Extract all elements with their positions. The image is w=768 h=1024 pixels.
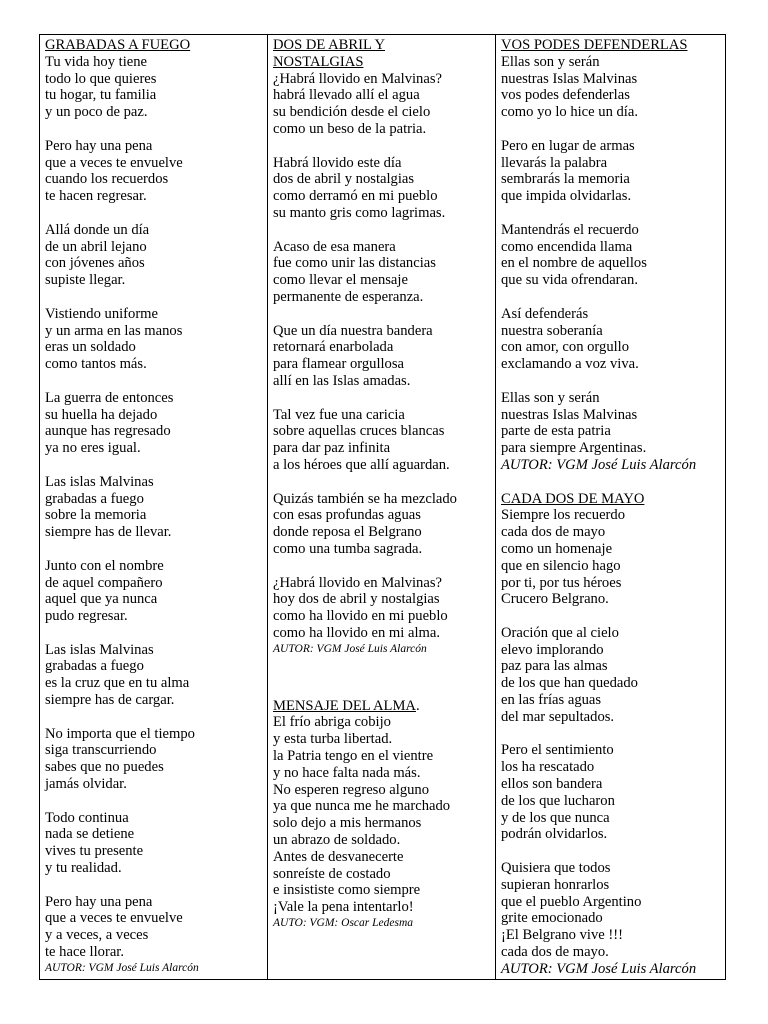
poem-line: solo dejo a mis hermanos [273,815,422,832]
poem-table [39,34,726,980]
poem-line: nuestras Islas Malvinas [501,406,638,423]
poem-line: de un abril lejano [45,238,147,255]
poem-line: sembrarás la memoria [501,171,630,188]
poem-line: y no hace falta nada más. [273,764,421,781]
poem-line: Pero en lugar de armas [501,137,635,154]
poem-line: donde reposa el Belgrano [273,524,422,541]
poem-line: Las islas Malvinas [45,473,154,490]
poem-line: y un arma en las manos [45,322,183,339]
poem-line: como una tumba sagrada. [273,540,423,557]
poem-line: su manto gris como lagrimas. [273,204,446,221]
poem-line: Las islas Malvinas [45,641,154,658]
poem-line: pudo regresar. [45,608,128,625]
poem-line: su bendición desde el cielo [273,104,431,121]
poem-line: sabes que no puedes [45,759,164,776]
poem-body [45,54,267,961]
poem-line: como encendida llama [501,238,633,255]
poem-line: El frío abriga cobijo [273,714,391,731]
poem-line: jamás olvidar. [45,776,127,793]
stanza-gap [273,474,495,491]
stanza-gap [45,877,267,894]
poem-line: Crucero Belgrano. [501,591,609,608]
poem-line: para flamear orgullosa [273,356,405,373]
stanza-gap [273,558,495,575]
poem-line: del mar sepultados. [501,708,615,725]
stanza-gap [45,709,267,726]
poem-line: aunque has regresado [45,423,171,440]
poem-line: podrán olvidarlos. [501,826,608,843]
poem-line: como yo lo hice un día. [501,104,638,121]
poem-line: Habrá llovido este día [273,154,402,171]
poem-body [501,507,725,961]
poem-line: Todo continua [45,809,129,826]
stanza-gap [273,138,495,155]
poem-line: por ti, por tus héroes [501,574,622,591]
stanza-gap [501,726,725,743]
poem-line: La guerra de entonces [45,389,174,406]
poem-line: vives tu presente [45,843,144,860]
poem-line: Quizás también se ha mezclado [273,490,457,507]
poem-line: nada se detiene [45,826,135,843]
poem-line: que su vida ofrendaran. [501,272,638,289]
poem-line: siempre has de llevar. [45,524,172,541]
poem-line: ya no eres igual. [45,440,141,457]
poem-line: Ellas son y serán [501,53,600,70]
poem-body [273,71,495,642]
stanza-gap [501,474,725,491]
poem-line: fue como unir las distancias [273,255,436,272]
poem-title: CADA DOS DE MAYO [501,490,645,507]
stanza-gap [45,625,267,642]
stanza-gap [273,306,495,323]
poem-line: que a veces te envuelve [45,910,183,927]
poem-line: Mantendrás el recuerdo [501,221,639,238]
poem-line: ellos son bandera [501,776,603,793]
poem-line: Pero hay una pena [45,137,153,154]
poem-line: tu hogar, tu familia [45,87,157,104]
poem-line: hoy dos de abril y nostalgias [273,591,440,608]
stanza-gap [501,121,725,138]
poem-line: como derramó en mi pueblo [273,188,438,205]
stanza-gap [45,205,267,222]
poem-line: te hace llorar. [45,944,125,961]
poem-line: cada dos de mayo. [501,944,609,961]
poem-line: de aquel compañero [45,574,163,591]
stanza-gap [501,608,725,625]
stanza-gap [45,793,267,810]
stanza-gap [45,289,267,306]
poem-line: y de los que nunca [501,809,610,826]
poem-line: con amor, con orgullo [501,339,630,356]
poem-line: con esas profundas aguas [273,507,421,524]
poem-line: Que un día nuestra bandera [273,322,433,339]
poem-line: Tal vez fue una caricia [273,406,405,423]
poem-line: te hacen regresar. [45,188,147,205]
poem-line: como llevar el mensaje [273,272,408,289]
stanza-gap [45,121,267,138]
stanza-gap [501,289,725,306]
stanza-gap [45,457,267,474]
poem-line: Allá donde un día [45,221,150,238]
poem-line: aquel que ya nunca [45,591,158,608]
poem-body [273,714,495,916]
poem-title-mensaje-del-alma [273,698,495,715]
poem-line: todo lo que quieres [45,70,157,87]
stanza-gap [45,373,267,390]
poem-line: en el nombre de aquellos [501,255,647,272]
poem-line: un abrazo de soldado. [273,832,401,849]
poem-title: GRABADAS A FUEGO [45,37,191,53]
poem-line: sonreíste de costado [273,865,391,882]
poem-line: que en silencio hago [501,557,621,574]
poem-line: supieran honrarlos [501,876,610,893]
poem-line: y a veces, a veces [45,927,149,944]
poem-author: AUTOR: VGM José Luis Alarcón [45,961,199,974]
poem-line: Quisiera que todos [501,860,611,877]
poem-line: para dar paz infinita [273,440,391,457]
spacer [273,656,495,698]
stanza-gap [501,843,725,860]
poem-author: AUTOR: VGM José Luis Alarcón [501,456,697,473]
poem-line: su huella ha dejado [45,406,158,423]
column-vos-podes-defenderlas [496,35,725,979]
poem-line: de los que lucharon [501,792,615,809]
poem-line: como ha llovido en mi pueblo [273,608,448,625]
poem-line: como un homenaje [501,540,613,557]
poem-line: paz para las almas [501,658,608,675]
poem-line: Oración que al cielo [501,624,619,641]
poem-line: parte de esta patria [501,423,611,440]
poem-line: de los que han quedado [501,675,638,692]
poem-line: como un beso de la patria. [273,120,427,137]
poem-line: grite emocionado [501,910,603,927]
poem-line: que el pueblo Argentino [501,893,642,910]
poem-line: habrá llevado allí el agua [273,87,420,104]
poem-line: permanente de esperanza. [273,288,424,305]
poem-title-line-2: NOSTALGIAS [273,53,364,70]
poem-line: eras un soldado [45,339,136,356]
poem-line: siempre has de cargar. [45,692,175,709]
poem-line: y tu realidad. [45,860,122,877]
poem-line: ¡Vale la pena intentarlo! [273,899,414,916]
poem-line: elevo implorando [501,641,604,658]
poem-line: con jóvenes años [45,255,145,272]
column-dos-de-abril [268,35,496,979]
poem-line: Acaso de esa manera [273,238,396,255]
poem-author: AUTOR: VGM José Luis Alarcón [273,642,427,655]
stanza-gap [45,541,267,558]
poem-line: Pero hay una pena [45,893,153,910]
column-grabadas-a-fuego [40,35,268,979]
poem-line: en las frías aguas [501,692,602,709]
poem-line: cada dos de mayo [501,524,606,541]
poem-line: exclamando a voz viva. [501,356,639,373]
poem-line: vos podes defenderlas [501,87,630,104]
poem-line: Antes de desvanecerte [273,848,404,865]
poem-line: No esperen regreso alguno [273,781,430,798]
poem-line: como ha llovido en mi alma. [273,624,440,641]
poem-line: sobre aquellas cruces blancas [273,423,445,440]
poem-line: y esta turba libertad. [273,731,393,748]
poem-author: AUTOR: VGM José Luis Alarcón [501,960,697,977]
stanza-gap [501,205,725,222]
poem-line: nuestras Islas Malvinas [501,70,638,87]
poem-line: Siempre los recuerdo [501,507,626,524]
poem-line: que a veces te envuelve [45,154,183,171]
poem-line: Tu vida hoy tiene [45,53,148,70]
poem-line: como tantos más. [45,356,147,373]
poem-body [501,54,725,457]
poem-line: sobre la memoria [45,507,147,524]
stanza-gap [501,373,725,390]
poem-line: Junto con el nombre [45,557,164,574]
poem-line: es la cruz que en tu alma [45,675,190,692]
poem-line: ¡El Belgrano vive !!! [501,927,623,944]
poem-title: MENSAJE DEL ALMA [273,697,416,714]
poem-line: ya que nunca me he marchado [273,798,451,815]
poem-line: supiste llegar. [45,272,126,289]
poem-title-suffix: . [415,697,420,714]
poem-line: llevarás la palabra [501,154,608,171]
poem-author: AUTO: VGM: Oscar Ledesma [273,917,414,930]
poem-line: nuestra soberanía [501,322,603,339]
poem-line: a los héroes que allí aguardan. [273,456,450,473]
poem-line: para siempre Argentinas. [501,440,647,457]
poem-line: retornará enarbolada [273,339,394,356]
poem-line: cuando los recuerdos [45,171,169,188]
poem-line: grabadas a fuego [45,490,144,507]
poem-line: siga transcurriendo [45,742,157,759]
poem-line: que impida olvidarlas. [501,188,632,205]
poem-line: Vistiendo uniforme [45,305,159,322]
poem-line: e insististe como siempre [273,882,421,899]
poem-title: VOS PODES DEFENDERLAS [501,37,688,53]
poem-line: ¿Habrá llovido en Malvinas? [273,574,442,591]
stanza-gap [273,390,495,407]
poem-line: Pero el sentimiento [501,742,614,759]
poem-line: Así defenderás [501,305,589,322]
poem-line: dos de abril y nostalgias [273,171,415,188]
poem-line: ¿Habrá llovido en Malvinas? [273,70,442,87]
poem-line: Ellas son y serán [501,389,600,406]
poem-title-line-1: DOS DE ABRIL Y [273,37,386,53]
poem-line: No importa que el tiempo [45,725,195,742]
stanza-gap [273,222,495,239]
poem-line: los ha rescatado [501,759,595,776]
poem-line: allí en las Islas amadas. [273,372,411,389]
poem-line: y un poco de paz. [45,104,148,121]
poem-line: grabadas a fuego [45,658,144,675]
poem-line: la Patria tengo en el vientre [273,748,434,765]
